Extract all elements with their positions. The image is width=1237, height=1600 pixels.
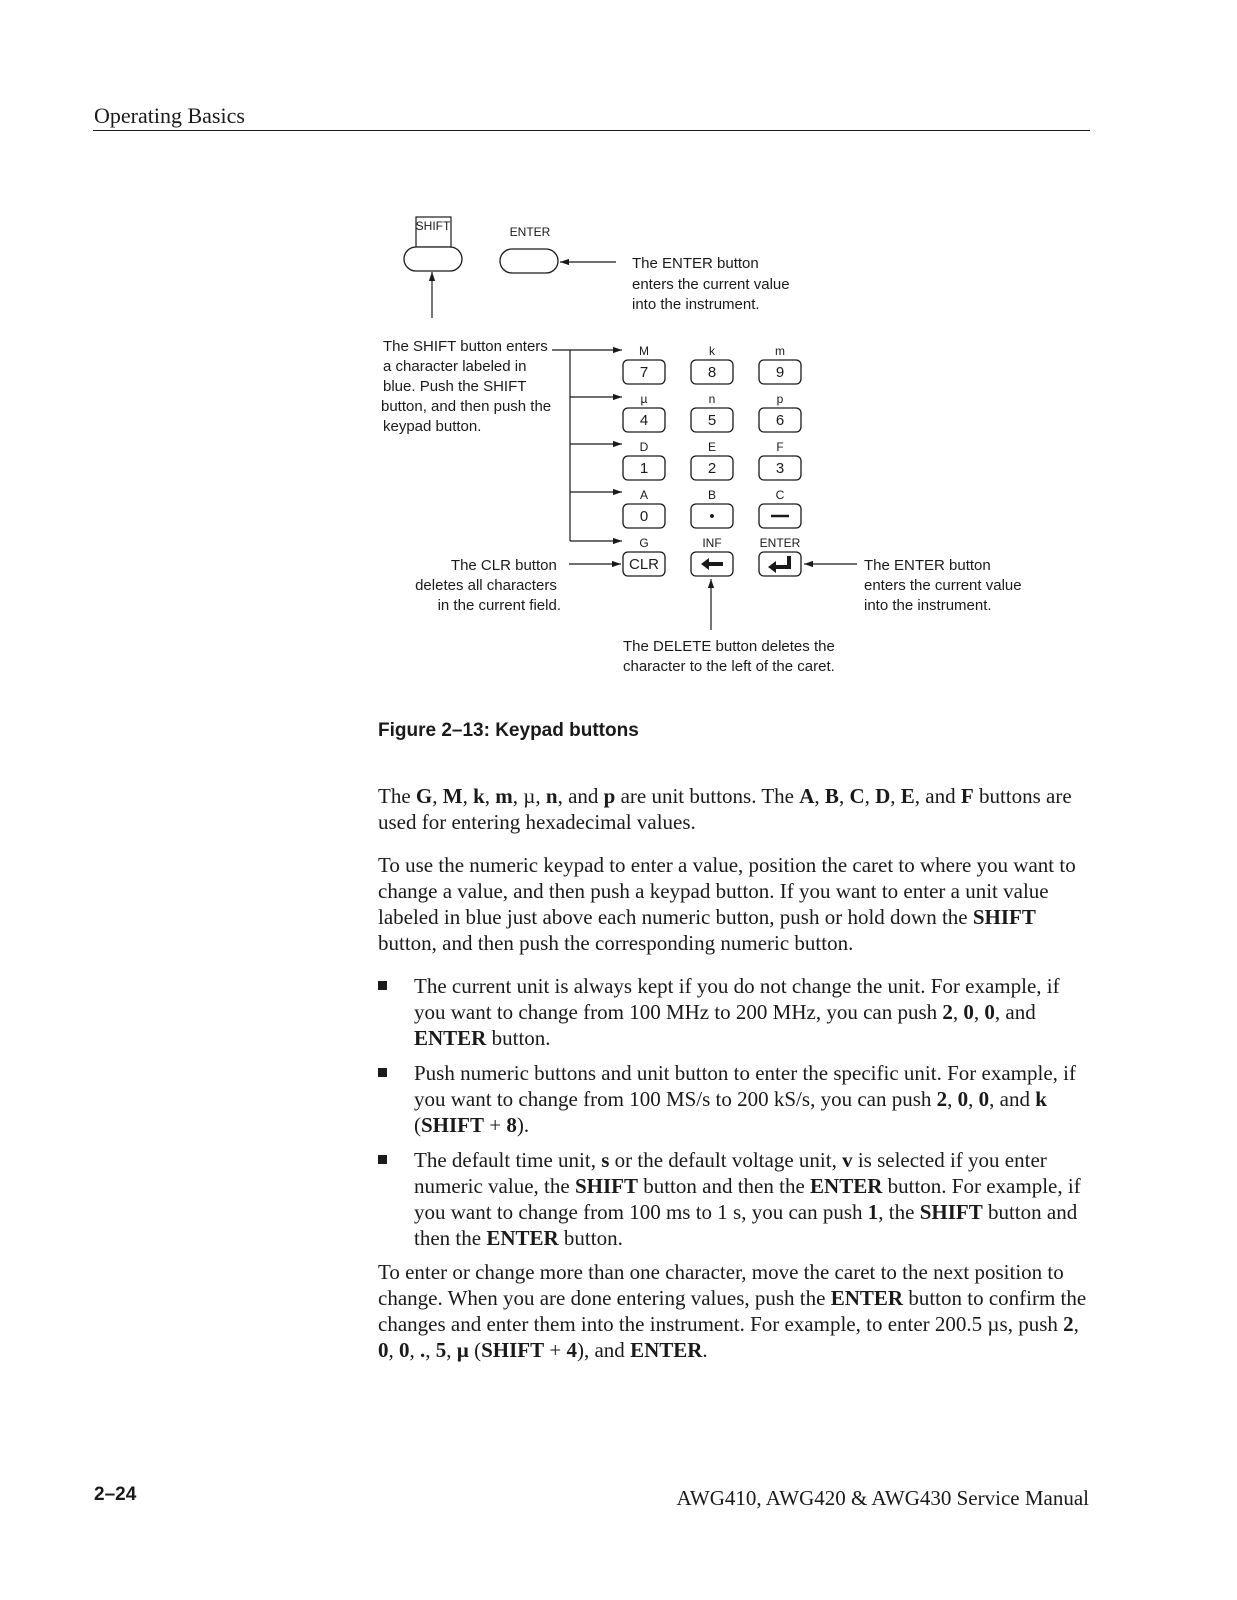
top-shift-key (404, 217, 462, 271)
key-label: 9 (775, 364, 785, 381)
keypad-key-0-0 (623, 360, 665, 384)
keypad-key-1-1 (691, 408, 733, 432)
unit-label: k (709, 344, 715, 358)
unit-label: INF (702, 536, 722, 550)
bullet-square-icon (378, 1068, 387, 1077)
unit-label: m (775, 344, 785, 358)
unit-bracket (552, 350, 622, 541)
paragraph-multi-character: To enter or change more than one character, move the caret to the next position to change. When you are done entering values, push the ENTER button to confirm the changes and enter them into the instrument. For example, to enter 200.5 µs, push 2, 0, 0, ., 5, µ (SHIFT + 4), and ENTER. (378, 1260, 1087, 1362)
keypad-key-2-1 (691, 456, 733, 480)
key-label: 0 (639, 508, 649, 525)
unit-label: A (639, 488, 649, 502)
unit-label: F (776, 440, 784, 454)
keypad-key-1-2 (759, 408, 801, 432)
keypad-key-2-2 (759, 456, 801, 480)
key-label: 3 (775, 460, 785, 477)
keypad-key-2-0 (623, 456, 665, 480)
unit-label: p (776, 392, 784, 406)
paragraph-numeric-keypad: To use the numeric keypad to enter a value, position the caret to where you want to change a value, and then push a keypad button. If you want to enter a unit value labeled in blue just above each numeric button, push or hold down the SHIFT button, and then push the corresponding numeric button. (378, 853, 1076, 955)
top-shift-label: SHIFT (415, 219, 451, 233)
paragraph-unit-buttons: The G, M, k, m, µ, n, and p are unit buttons. The A, B, C, D, E, and F buttons are used for entering hexadecimal values. (378, 784, 1072, 834)
key-label: 5 (707, 412, 717, 429)
list-item: The current unit is always kept if you do not change the unit. For example, if you want to change from 100 MHz to 200 MHz, you can push 2, 0, 0, and ENTER button. (378, 973, 1090, 1051)
keypad-key-1-0 (623, 408, 665, 432)
key-label: 1 (639, 460, 649, 477)
unit-label: G (639, 536, 649, 550)
enter-callout-right: The ENTER button enters the current value into the instrument. (864, 557, 1022, 614)
key-label: 4 (639, 412, 649, 429)
key-label: 8 (707, 364, 717, 381)
top-enter-label: ENTER (509, 225, 551, 239)
keypad-key-4-0 (623, 552, 665, 576)
clr-callout: The CLR button deletes all characters in the current field. (415, 557, 561, 614)
key-label: 2 (707, 460, 717, 477)
keypad-figure (0, 0, 1237, 700)
keypad-key-3-1 (691, 504, 733, 528)
manual-title: AWG410, AWG420 & AWG430 Service Manual (676, 1486, 1089, 1510)
keypad-key-3-2 (759, 504, 801, 528)
list-item: Push numeric buttons and unit button to enter the specific unit. For example, if you want to change from 100 MS/s to 200 kS/s, you can push 2, 0, 0, and k (SHIFT + 8). (378, 1060, 1090, 1138)
section-header: Operating Basics (94, 103, 245, 128)
keypad-grid (623, 344, 801, 576)
enter-callout-top: The ENTER button enters the current value into the instrument. (632, 255, 790, 313)
bullet-square-icon (378, 1155, 387, 1164)
keypad-key-4-2 (759, 552, 801, 576)
key-label: 6 (775, 412, 785, 429)
unit-label: M (639, 344, 649, 358)
unit-label: µ (640, 392, 648, 406)
unit-label: B (707, 488, 717, 502)
keypad-key-0-1 (691, 360, 733, 384)
list-item: The default time unit, s or the default voltage unit, v is selected if you enter numeric value, the SHIFT button and then the ENTER button. For example, if you want to change from 100 ms to 1 s, you can push 1, the SHIFT button and then the ENTER button. (378, 1147, 1090, 1251)
key-label: CLR (628, 556, 660, 573)
keypad-key-0-2 (759, 360, 801, 384)
keypad-key-4-1 (691, 552, 733, 576)
delete-callout: The DELETE button deletes the character to the left of the caret. (623, 638, 835, 675)
figure-caption: Figure 2–13: Keypad buttons (378, 720, 639, 741)
shift-callout: The SHIFT button enters a character labeled in blue. Push the SHIFT button, and then push the keypad button. (381, 338, 552, 435)
bullet-square-icon (378, 981, 387, 990)
page-number: 2–24 (94, 1484, 137, 1505)
bullet-list (378, 973, 1090, 1260)
key-label: • (709, 508, 715, 525)
unit-label: E (707, 440, 717, 454)
key-label: 7 (639, 364, 649, 381)
keypad-key-3-0 (623, 504, 665, 528)
unit-label: n (708, 392, 716, 406)
unit-label: C (775, 488, 785, 502)
unit-label: D (639, 440, 649, 454)
unit-label: ENTER (759, 536, 801, 550)
top-enter-key (500, 225, 558, 273)
